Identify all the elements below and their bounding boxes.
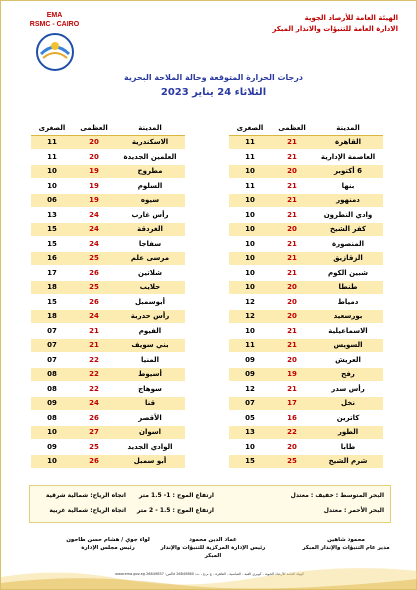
org-name: الهيئة العامة للأرصاد الجوية xyxy=(304,14,398,22)
max-temp-cell: 21 xyxy=(271,266,313,281)
city-name-cell: الوادي الجديد xyxy=(115,440,185,455)
max-temp-cell: 20 xyxy=(271,353,313,368)
min-temp-cell: 15 xyxy=(31,222,73,237)
city-name-cell: 6 أكتوبر xyxy=(313,164,383,179)
signature-name: محمود شاهين xyxy=(327,537,365,543)
table-row xyxy=(31,222,185,237)
min-temp-cell: 10 xyxy=(31,179,73,194)
min-temp-cell: 15 xyxy=(31,295,73,310)
min-temp-cell: 18 xyxy=(31,309,73,324)
footer-contact: الهيئة العامة للأرصاد الجوية - كوبري القبة - العباسية - القاهرة - ج.م.ع - ت: 26849860 فاكس: 26849857 www.ema.gov.eg xyxy=(115,572,304,576)
city-name-cell: العاصمة الإدارية xyxy=(313,150,383,165)
max-temp-cell: 21 xyxy=(271,135,313,150)
min-temp-cell: 11 xyxy=(229,338,271,353)
min-temp-cell: 15 xyxy=(31,237,73,252)
table-row xyxy=(229,266,383,281)
min-temp-cell: 10 xyxy=(229,266,271,281)
bulletin-title xyxy=(111,71,316,101)
signature-title: رئيس مجلس الإدارة xyxy=(81,545,135,551)
city-name-cell: شبين الكوم xyxy=(313,266,383,281)
ema-acronym: EMA xyxy=(46,12,63,19)
city-name-cell: وادي النطرون xyxy=(313,208,383,223)
table-row xyxy=(31,266,185,281)
city-name-cell: بنها xyxy=(313,179,383,194)
max-temp-cell: 27 xyxy=(73,425,115,440)
max-temp-cell: 25 xyxy=(73,251,115,266)
signature-name: عماد الدين محمود xyxy=(189,537,237,543)
min-temp-cell: 10 xyxy=(229,237,271,252)
max-temp-cell: 16 xyxy=(271,411,313,426)
table-row xyxy=(229,367,383,382)
max-temp-cell: 26 xyxy=(73,266,115,281)
min-temp-cell: 09 xyxy=(229,353,271,368)
table-row xyxy=(31,179,185,194)
min-temp-cell: 07 xyxy=(31,324,73,339)
city-name-cell: الغردقة xyxy=(115,222,185,237)
table-row xyxy=(229,222,383,237)
table-row xyxy=(31,382,185,397)
min-temp-cell: 10 xyxy=(31,454,73,469)
mediterranean-wave-height: ارتفاع الموج : 1- 1.5 متر xyxy=(139,492,214,499)
min-temp-cell: 11 xyxy=(229,150,271,165)
city-name-cell: السويس xyxy=(313,338,383,353)
city-name-cell: المنصورة xyxy=(313,237,383,252)
table-row xyxy=(229,324,383,339)
table-row xyxy=(229,411,383,426)
city-name-cell: بورسعيد xyxy=(313,309,383,324)
city-name-cell: رأس سدر xyxy=(313,382,383,397)
max-temp-cell: 20 xyxy=(271,164,313,179)
table-row xyxy=(31,411,185,426)
table-row xyxy=(229,295,383,310)
min-temp-cell: 10 xyxy=(229,280,271,295)
max-temp-cell: 21 xyxy=(271,150,313,165)
red-sea-wave-height: ارتفاع الموج : 1.5 - 2 متر xyxy=(136,507,214,514)
max-temp-cell: 20 xyxy=(271,295,313,310)
table-row xyxy=(31,193,185,208)
col-min-header: الصغرى xyxy=(229,122,271,135)
city-name-cell: الفيوم xyxy=(115,324,185,339)
table-row xyxy=(31,150,185,165)
min-temp-cell: 10 xyxy=(229,251,271,266)
max-temp-cell: 22 xyxy=(73,367,115,382)
city-name-cell: كاترين xyxy=(313,411,383,426)
max-temp-cell: 21 xyxy=(271,251,313,266)
col-max-header: العظمى xyxy=(73,122,115,135)
min-temp-cell: 10 xyxy=(229,208,271,223)
city-name-cell: الزقازيق xyxy=(313,251,383,266)
max-temp-cell: 21 xyxy=(271,324,313,339)
city-name-cell: طنطا xyxy=(313,280,383,295)
min-temp-cell: 10 xyxy=(229,193,271,208)
table-row xyxy=(31,208,185,223)
org-department: الادارة العامة للتنبؤات والانذار المبكر xyxy=(272,25,398,33)
table-row xyxy=(31,309,185,324)
max-temp-cell: 19 xyxy=(73,164,115,179)
min-temp-cell: 10 xyxy=(229,440,271,455)
min-temp-cell: 12 xyxy=(229,295,271,310)
min-temp-cell: 11 xyxy=(31,150,73,165)
signature-title: رئيس الإدارة المركزية للتنبؤات والإنذار المبكر xyxy=(160,545,266,559)
table-row xyxy=(229,179,383,194)
max-temp-cell: 20 xyxy=(73,150,115,165)
table-row xyxy=(31,280,185,295)
city-name-cell: قنا xyxy=(115,396,185,411)
city-name-cell: أبوسمبل xyxy=(115,295,185,310)
table-row xyxy=(229,454,383,469)
table-row xyxy=(31,353,185,368)
max-temp-cell: 21 xyxy=(73,338,115,353)
min-temp-cell: 09 xyxy=(31,440,73,455)
max-temp-cell: 21 xyxy=(271,382,313,397)
footer-wave-decoration xyxy=(1,559,417,589)
city-name-cell: أسيوط xyxy=(115,367,185,382)
max-temp-cell: 24 xyxy=(73,309,115,324)
min-temp-cell: 10 xyxy=(31,164,73,179)
min-temp-cell: 12 xyxy=(229,382,271,397)
city-name-cell: سيوه xyxy=(115,193,185,208)
city-name-cell: بني سويف xyxy=(115,338,185,353)
min-temp-cell: 13 xyxy=(31,208,73,223)
max-temp-cell: 22 xyxy=(271,425,313,440)
max-temp-cell: 25 xyxy=(73,280,115,295)
signature-general-manager xyxy=(291,536,401,552)
ema-header xyxy=(7,11,102,76)
signature-central-head xyxy=(153,536,273,560)
min-temp-cell: 06 xyxy=(31,193,73,208)
min-temp-cell: 09 xyxy=(31,396,73,411)
table-row xyxy=(31,164,185,179)
max-temp-cell: 19 xyxy=(73,179,115,194)
temperature-table-left xyxy=(31,122,185,469)
table-row xyxy=(31,237,185,252)
table-row xyxy=(31,324,185,339)
table-row xyxy=(229,280,383,295)
max-temp-cell: 20 xyxy=(73,135,115,150)
table-row xyxy=(31,454,185,469)
table-row xyxy=(229,338,383,353)
min-temp-cell: 10 xyxy=(31,425,73,440)
table-row xyxy=(229,135,383,150)
max-temp-cell: 24 xyxy=(73,222,115,237)
min-temp-cell: 11 xyxy=(229,179,271,194)
city-name-cell: رأس حدربة xyxy=(115,309,185,324)
table-row xyxy=(31,367,185,382)
max-temp-cell: 20 xyxy=(271,309,313,324)
signature-chairman xyxy=(63,536,153,552)
table-row xyxy=(31,425,185,440)
table-row xyxy=(31,440,185,455)
min-temp-cell: 12 xyxy=(229,309,271,324)
city-name-cell: القاهرة xyxy=(313,135,383,150)
city-name-cell: الاسكندرية xyxy=(115,135,185,150)
min-temp-cell: 08 xyxy=(31,367,73,382)
city-name-cell: الاسماعيلية xyxy=(313,324,383,339)
table-row xyxy=(31,251,185,266)
city-name-cell: سوهاج xyxy=(115,382,185,397)
red-sea-wind-direction: اتجاه الرياح: شمالية غربية xyxy=(49,507,126,514)
marine-row-mediterranean xyxy=(30,492,392,507)
city-name-cell: رأس غارب xyxy=(115,208,185,223)
signature-title: مدير عام التنبؤات والإنذار المبكر xyxy=(302,545,390,551)
max-temp-cell: 20 xyxy=(271,222,313,237)
ema-logo-icon xyxy=(35,32,75,72)
min-temp-cell: 15 xyxy=(229,454,271,469)
table-row xyxy=(229,193,383,208)
table-row xyxy=(229,440,383,455)
city-name-cell: اسوان xyxy=(115,425,185,440)
min-temp-cell: 07 xyxy=(31,338,73,353)
organization-header xyxy=(248,13,398,35)
max-temp-cell: 20 xyxy=(271,440,313,455)
table-row xyxy=(229,396,383,411)
city-name-cell: العريش xyxy=(313,353,383,368)
min-temp-cell: 18 xyxy=(31,280,73,295)
city-name-cell: الطور xyxy=(313,425,383,440)
city-name-cell: رفح xyxy=(313,367,383,382)
mediterranean-state: البحر المتوسط : خفيف : معتدل xyxy=(290,492,384,499)
temperature-table-right xyxy=(229,122,383,469)
city-name-cell: شرم الشيخ xyxy=(313,454,383,469)
table-row xyxy=(229,425,383,440)
table-row xyxy=(229,164,383,179)
title-date: الثلاثاء 24 يناير 2023 xyxy=(160,87,267,98)
city-name-cell: حلايب xyxy=(115,280,185,295)
max-temp-cell: 21 xyxy=(271,237,313,252)
city-name-cell: مطروح xyxy=(115,164,185,179)
city-name-cell: شلاتين xyxy=(115,266,185,281)
max-temp-cell: 19 xyxy=(73,193,115,208)
marine-conditions-box xyxy=(29,485,391,523)
col-min-header: الصغرى xyxy=(31,122,73,135)
marine-row-red-sea xyxy=(30,507,392,522)
min-temp-cell: 07 xyxy=(229,396,271,411)
city-name-cell: نخل xyxy=(313,396,383,411)
max-temp-cell: 26 xyxy=(73,411,115,426)
table-row xyxy=(31,295,185,310)
max-temp-cell: 21 xyxy=(271,208,313,223)
signature-name: لواء جوي / هشام حسن طاحون xyxy=(66,537,150,543)
min-temp-cell: 11 xyxy=(229,135,271,150)
max-temp-cell: 21 xyxy=(271,179,313,194)
city-name-cell: السلوم xyxy=(115,179,185,194)
table-row xyxy=(31,135,185,150)
min-temp-cell: 16 xyxy=(31,251,73,266)
min-temp-cell: 09 xyxy=(229,367,271,382)
table-row xyxy=(31,338,185,353)
city-name-cell: طابا xyxy=(313,440,383,455)
min-temp-cell: 08 xyxy=(31,411,73,426)
mediterranean-wind-direction: اتجاه الرياح: شمالية شرقية xyxy=(45,492,126,499)
table-row xyxy=(229,309,383,324)
min-temp-cell: 10 xyxy=(229,164,271,179)
table-row xyxy=(229,237,383,252)
min-temp-cell: 07 xyxy=(31,353,73,368)
col-city-header: المدينة xyxy=(115,122,185,135)
max-temp-cell: 26 xyxy=(73,454,115,469)
min-temp-cell: 10 xyxy=(229,324,271,339)
table-row xyxy=(229,251,383,266)
min-temp-cell: 08 xyxy=(31,382,73,397)
max-temp-cell: 25 xyxy=(271,454,313,469)
rsmc-label: RSMC - CAIRO xyxy=(29,21,80,28)
min-temp-cell: 13 xyxy=(229,425,271,440)
max-temp-cell: 24 xyxy=(73,396,115,411)
title-text: درجات الحرارة المتوقعة وحالة الملاحة البحرية xyxy=(123,73,303,82)
min-temp-cell: 10 xyxy=(229,222,271,237)
max-temp-cell: 21 xyxy=(271,193,313,208)
col-city-header: المدينة xyxy=(313,122,383,135)
city-name-cell: مرسى علم xyxy=(115,251,185,266)
min-temp-cell: 17 xyxy=(31,266,73,281)
max-temp-cell: 20 xyxy=(271,280,313,295)
max-temp-cell: 25 xyxy=(73,440,115,455)
city-name-cell: كفر الشيخ xyxy=(313,222,383,237)
city-name-cell: سفاجا xyxy=(115,237,185,252)
city-name-cell: أبو سمبل xyxy=(115,454,185,469)
max-temp-cell: 21 xyxy=(271,338,313,353)
city-name-cell: الأقصر xyxy=(115,411,185,426)
table-row xyxy=(31,396,185,411)
max-temp-cell: 22 xyxy=(73,353,115,368)
max-temp-cell: 26 xyxy=(73,295,115,310)
max-temp-cell: 19 xyxy=(271,367,313,382)
table-row xyxy=(229,382,383,397)
max-temp-cell: 21 xyxy=(73,324,115,339)
city-name-cell: دمياط xyxy=(313,295,383,310)
red-sea-state: البحر الأحمر : معتدل xyxy=(323,507,384,514)
table-row xyxy=(229,353,383,368)
col-max-header: العظمى xyxy=(271,122,313,135)
max-temp-cell: 24 xyxy=(73,237,115,252)
max-temp-cell: 24 xyxy=(73,208,115,223)
city-name-cell: العلمين الجديدة xyxy=(115,150,185,165)
table-row xyxy=(229,150,383,165)
city-name-cell: المنيا xyxy=(115,353,185,368)
city-name-cell: دمنهور xyxy=(313,193,383,208)
min-temp-cell: 05 xyxy=(229,411,271,426)
max-temp-cell: 17 xyxy=(271,396,313,411)
max-temp-cell: 22 xyxy=(73,382,115,397)
table-row xyxy=(229,208,383,223)
min-temp-cell: 11 xyxy=(31,135,73,150)
